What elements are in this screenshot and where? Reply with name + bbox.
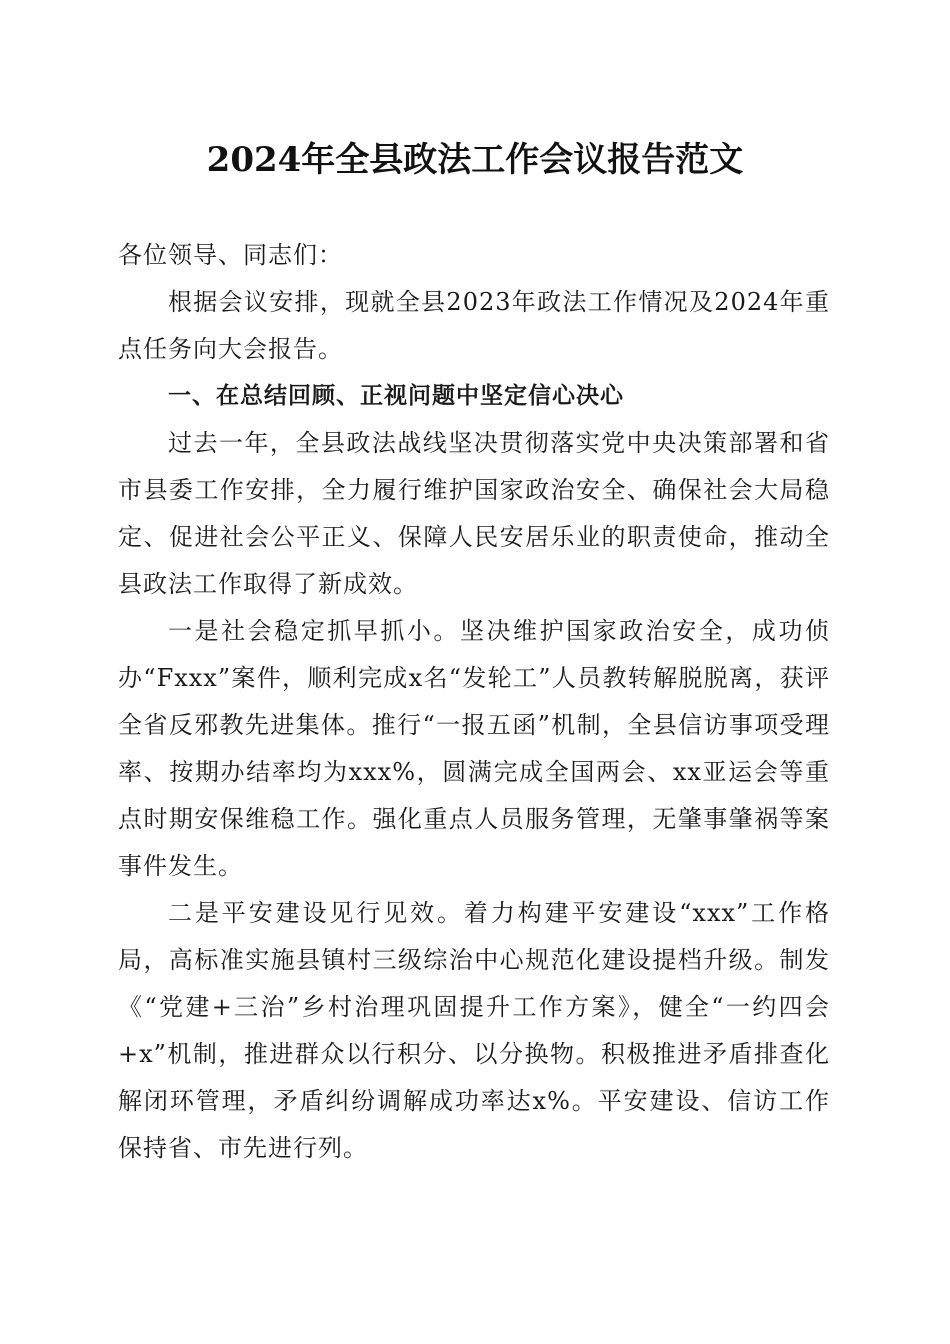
- paragraph-safety-construction: [118, 890, 830, 1172]
- paragraph-lead: 一是社会稳定抓早抓小。: [168, 617, 460, 645]
- intro-paragraph: 根据会议安排，现就全县2023年政法工作情况及2024年重点任务向大会报告。: [118, 288, 830, 363]
- salutation: 各位领导、同志们：: [118, 241, 343, 269]
- section-heading: 一、在总结回顾、正视问题中坚定信心决心: [168, 383, 624, 409]
- paragraph-social-stability: [118, 608, 830, 890]
- paragraph-text: 着力构建平安建设“xxx”工作格局，高标准实施县镇村三级综治中心规范化建设提档升级。制发《“党建+三治”乡村治理巩固提升工作方案》，健全“一约四会+x”机制，推进群众以行积分、以分换物。积极推进矛盾排查化解闭环管理，矛盾纠纷调解成功率达x%。平安建设、信访工作保持省、市先进行列。: [118, 899, 830, 1162]
- paragraph-lead: 二是平安建设见行见效。: [168, 899, 464, 927]
- document-title: 2024年全县政法工作会议报告范文: [206, 140, 744, 180]
- paragraph-review: 过去一年，全县政法战线坚决贯彻落实党中央决策部署和省市县委工作安排，全力履行维护国家政治安全、确保社会大局稳定、促进社会公平正义、保障人民安居乐业的职责使命，推动全县政法工作取得了新成效。: [118, 429, 830, 598]
- document-body: [118, 232, 830, 1172]
- paragraph-text: 坚决维护国家政治安全，成功侦办“Fxxx”案件，顺利完成x名“发轮工”人员教转解脱脱离，获评全省反邪教先进集体。推行“一报五函”机制，全县信访事项受理率、按期办结率均为xxx%，圆满完成全国两会、xx亚运会等重点时期安保维稳工作。强化重点人员服务管理，无肇事肇祸等案事件发生。: [118, 617, 831, 880]
